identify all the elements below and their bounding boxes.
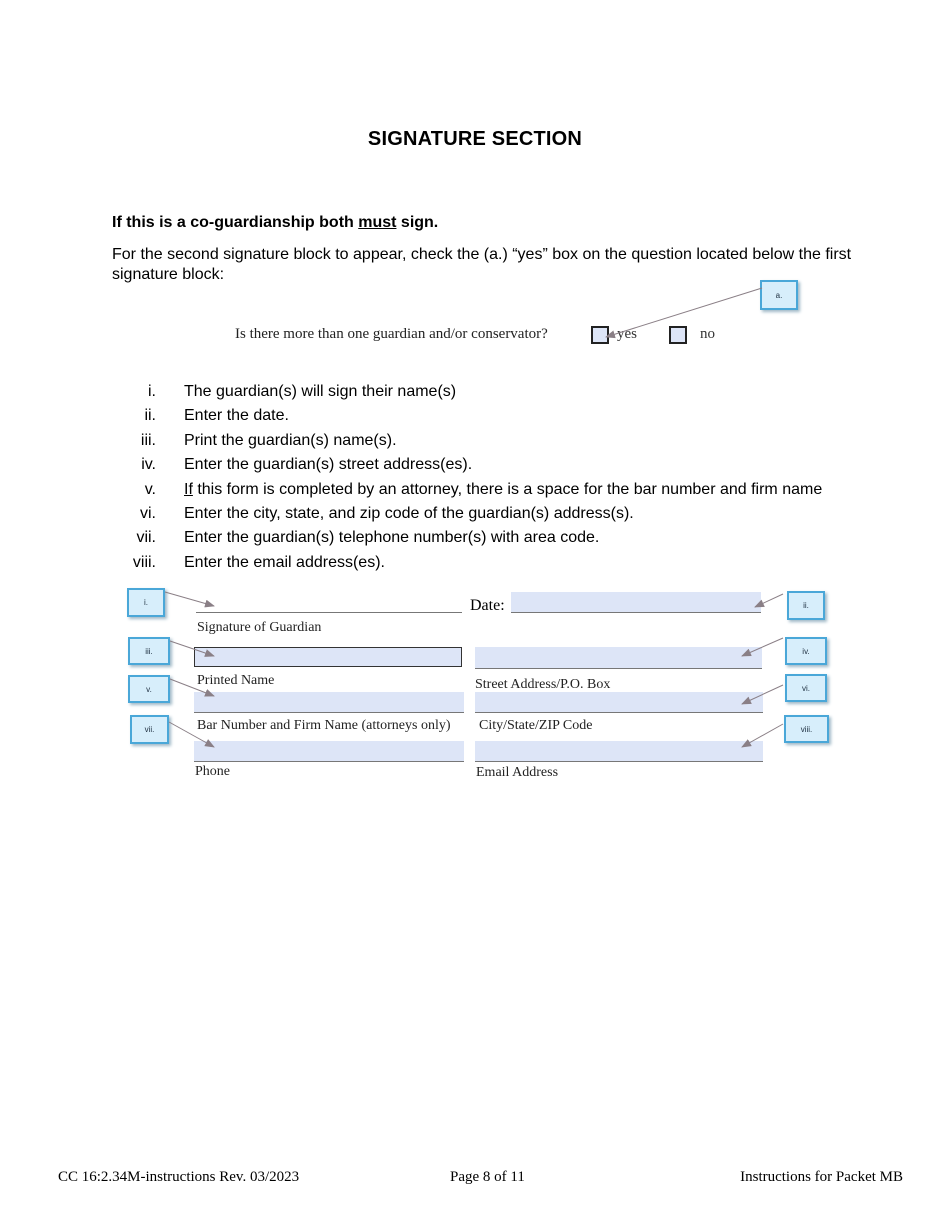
step-text: The guardian(s) will sign their name(s)	[184, 383, 457, 400]
arrow-iii	[170, 641, 214, 656]
step-text: Enter the city, state, and zip code of the guardian(s) address(s).	[184, 504, 634, 522]
email-label: Email Address	[476, 765, 559, 780]
callout-vi: vi.	[785, 674, 827, 702]
step-text: Enter the guardian(s) street address(es).	[184, 456, 473, 474]
question-text: Is there more than one guardian and/or conservator?	[235, 326, 548, 342]
callout-iii: iii.	[128, 637, 170, 665]
footer-form-id: CC 16:2.34M-instructions Rev. 03/2023	[58, 1169, 300, 1185]
step-number: ii.	[144, 407, 156, 425]
step-text: Enter the guardian(s) telephone number(s) with area code.	[184, 529, 600, 547]
note-emphasis: must	[358, 214, 397, 231]
page-title: SIGNATURE SECTION	[367, 128, 583, 150]
yes-label: yes	[617, 326, 637, 342]
street-address-label: Street Address/P.O. Box	[475, 677, 611, 692]
arrow-i	[165, 592, 214, 606]
step-number: viii.	[132, 553, 156, 571]
callout-i: i.	[127, 588, 165, 617]
callout-viii: viii.	[784, 715, 829, 743]
step-emphasis: If	[184, 480, 193, 498]
step-text: Enter the email address(es).	[184, 553, 385, 571]
arrow-v	[170, 679, 214, 696]
date-label: Date:	[470, 597, 505, 614]
note-prefix: If this is a co-guardianship both	[112, 214, 359, 231]
callout-vii: vii.	[130, 715, 169, 744]
step-text: Enter the date.	[184, 407, 289, 425]
step-number: vi.	[140, 504, 156, 522]
callout-ii: ii.	[787, 591, 825, 620]
bar-number-label: Bar Number and Firm Name (attorneys only)	[197, 718, 451, 733]
callout-iv: iv.	[785, 637, 827, 665]
note-suffix: sign.	[396, 214, 439, 231]
arrow-viii	[742, 724, 783, 747]
footer-page-number: Page 8 of 11	[450, 1169, 525, 1185]
intro-paragraph: For the second signature block to appear, check the (a.) “yes” box on the question located below the first signature block:	[112, 246, 852, 283]
arrow-vii	[169, 722, 214, 747]
arrow-a	[606, 288, 762, 337]
callout-a: a.	[760, 280, 798, 310]
step-number: v.	[144, 480, 156, 498]
no-label: no	[700, 326, 715, 342]
step-rest: this form is completed by an attorney, there is a space for the bar number and firm name	[192, 480, 823, 498]
footer-packet-name: Instructions for Packet MB	[740, 1169, 903, 1185]
arrow-vi	[742, 685, 783, 704]
city-state-zip-label: City/State/ZIP Code	[479, 718, 593, 733]
step-number: i.	[148, 383, 156, 400]
step-number: iv.	[141, 456, 156, 474]
arrow-ii	[755, 594, 783, 607]
signature-label: Signature of Guardian	[197, 620, 322, 635]
step-number: vii.	[136, 529, 156, 547]
arrow-iv	[742, 638, 783, 656]
phone-label: Phone	[195, 764, 230, 779]
printed-name-label: Printed Name	[197, 673, 275, 688]
step-number: iii.	[140, 431, 156, 449]
callout-v: v.	[128, 675, 170, 703]
step-text: Print the guardian(s) name(s).	[184, 431, 397, 449]
